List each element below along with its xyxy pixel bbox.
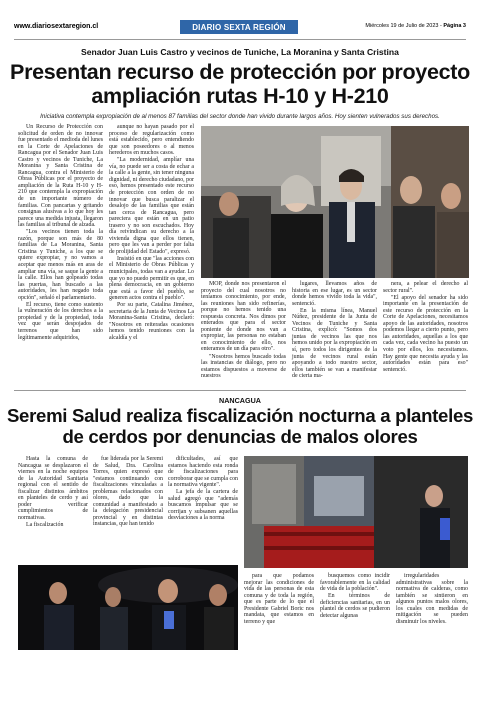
paragraph: La jefa de la cartera de salud agregó que "además buscamos impulsar que se corrijan y subsanen aquellas desviaciones a la norma bbox=[168, 489, 238, 522]
article1-photo bbox=[201, 126, 469, 278]
site-url[interactable]: www.diariosextaregion.cl bbox=[14, 23, 99, 30]
article1-subhead: Iniciativa contempla expropiación de al menos 87 familias del sector donde han vivido durante largos años. Hoy sienten vulnerados sus derechos. bbox=[40, 113, 440, 120]
date-and-page bbox=[365, 23, 466, 29]
paragraph: aunque no hayan pasado por el proceso de regularización como está establecido, pero entendiendo que son poseedores o al menos herederos en muchos casos. bbox=[109, 124, 194, 157]
paragraph: irregularidades administrativas sobre la normativa de calderas, como también se sintieron en algunos puntos malos olores, los cuales con medidas de mitigación se pueden disminuir los niveles. bbox=[396, 573, 468, 625]
paragraph: El recurso, tiene como sustento la vulneración de los derechos a la propiedad y de la propiedad, toda vez que serán despojados de terrenos que han sido legítimamente adquiridos, bbox=[18, 301, 103, 341]
article2-column-1 bbox=[18, 456, 88, 529]
article2-column-2 bbox=[93, 456, 163, 529]
paragraph: "Nosotros hemos buscado todas las instancias de diálogo, pero no estamos dispuestos a moverse de nuestros bbox=[201, 353, 286, 380]
article1-column-5 bbox=[383, 281, 468, 374]
page-number: Página 3 bbox=[443, 23, 466, 29]
paragraph: Por su parte, Catalina Jiménez, secretaria de la Junta de Vecinos La Moranina-Santa Cristina, declaró: "Nosotros en reiteradas ocasiones hemos tenido reuniones con la alcaldía y el bbox=[109, 302, 194, 341]
paragraph: fue liderada por la Seremi de Salud, Dra. Carolina Torres, quien expresó que "estamos continuando con fiscalizaciones vinculadas a problemas relacionados con olores, dado que la comunidad a manifestado a la delegación presidencial provincial y en distintas instancias, que han tenido bbox=[93, 456, 163, 528]
article2-column-6 bbox=[396, 573, 468, 626]
article2-column-5 bbox=[320, 573, 390, 620]
article2-column-3 bbox=[168, 456, 238, 522]
paragraph: busquemos como incidir favorablemente en la calidad de vida de la población". bbox=[320, 573, 390, 593]
article1-headline-line2: ampliación rutas H-10 y H-210 bbox=[91, 84, 389, 108]
header-divider bbox=[14, 39, 466, 40]
article2-photo-team bbox=[18, 565, 238, 650]
article1-kicker: Senador Juan Luis Castro y vecinos de Tuniche, La Moranina y Santa Cristina bbox=[81, 47, 399, 57]
article2-headline-line1: Seremi Salud realiza fiscalización nocturna a planteles bbox=[6, 405, 474, 426]
paragraph: Hasta la comuna de Nancagua se desplazaron el viernes en la noche equipos de la Autoridad Sanitaria regional con el sentido de fiscalizar distintos ámbitos en planteles de cerdo y así poder verificar cumplimientos de normativas. bbox=[18, 456, 88, 521]
newspaper-brand: DIARIO SEXTA REGIÓN bbox=[192, 22, 286, 32]
paragraph: nera, a pelear el derecho al sector rural". bbox=[383, 281, 468, 294]
paragraph: "La modernidad, amplíar una vía, no puede ser a costa de echar a la calle a la gente, sin tener ninguna dignidad, ni derecho ciudadano, por eso, hemos presentado este recurso de protección con orden de no innovar que busca paralizar el desalojo de las familias que están tan cerca de Rancagua, pero pareciera que están en un patio trasero y no son escuchados. Hoy día reivindican su derecho a la vivienda digna que ellos tienen, pero que les van a perder por falta de prolijidad del Estado", expresó. bbox=[109, 157, 194, 255]
paragraph: "El apoyo del senador ha sido importante en la presentación de este recurso de protección en la Corte de Apelaciones, necesitamos apoyo de las autoridades, nosotros podemos llegar a cierto punto, pero las autoridades, aquellas a los que cada vez, cada vecino ha puesto un voto por ellos, los necesitamos. Hay gente que necesita ayuda y las autoridades están para eso" sentenció. bbox=[383, 294, 468, 373]
article2-photo-facility bbox=[244, 456, 468, 568]
paragraph: Insistió en que "las acciones con el Ministerio de Obras Públicas y municipales, todas van a ayudar. Lo que yo no puedo permitir es que, en plena democracia, en un gobierno que está a favor del pueblo, se generen actos contra el pueblo". bbox=[109, 255, 194, 302]
brand-bar bbox=[180, 20, 298, 34]
paragraph: Un Recurso de Protección con solicitud de orden de no innovar fue presentado el medioda del lunes en la Corte de Apelaciones de Rancagua por el Senador Juan Luis Castro y vecinos de Tuniche, La Moranina y Santa Cristina de Rancagua, contra el Ministerio de Obras Públicas por el proyecto de ampliación de la Ruta H-10 y H-210 que contempla la expropiación de un importante número de familias. Con pancartas y gritando consignas alusivas a lo que hoy les parece una medida injusta, llegaron las familias al tribunal de alzada. bbox=[18, 124, 103, 229]
article2-headline bbox=[0, 405, 480, 447]
page-header bbox=[0, 0, 480, 42]
paragraph: MOP, donde nos presentaron el proyecto del cual nosotros no teníamos conocimiento, por ende, las reuniones han sido refinerías, porque no hemos tenido una respuesta concreta. Nos dimos por enterados que para el sector poniente de donde nos van a expropiar, las personas no estaban en conocimiento de ello, nos enteramos de un día para otro". bbox=[201, 281, 286, 353]
paragraph: dificultades, así que estamos haciendo esta ronda de fiscalizaciones para corroborar que se cumpla con la normativa vigente". bbox=[168, 456, 239, 489]
issue-date: Miércoles 19 de Julio de 2023 - bbox=[365, 23, 444, 29]
article2-headline-line2: de cerdos por denuncias de malos olores bbox=[62, 426, 418, 447]
paragraph: lugares, llevamos años de historia en ese lugar, es un sector donde hemos vivido toda la vida", sentenció. bbox=[292, 281, 377, 307]
article1-column-4 bbox=[292, 281, 377, 380]
article1-column-3 bbox=[201, 281, 286, 380]
article1-column-2 bbox=[109, 124, 194, 342]
paragraph: En términos de deficiencias sanitarias, en un plantel de cerdos se pudieron detectar algunas bbox=[320, 593, 390, 619]
article1-headline-line1: Presentan recurso de protección por proyecto bbox=[10, 60, 470, 84]
paragraph: En la misma línea, Manuel Núñez, presidente de la Junta de Vecinos de Tuniche y Santa Cristina, explicó: "Somos dos juntas de vecinos las que nos hemos unido por la expropiación en sí, pero todos los dirigentes de la junta de vecinos rural están apoyando a todo nuestro sector, ellos también se van a manifestar de cierta ma- bbox=[292, 307, 377, 380]
article2-column-4 bbox=[244, 573, 314, 626]
paragraph: La fiscalización bbox=[26, 521, 64, 528]
paragraph: "Los vecinos tienen toda la razón, porque son más de 80 familias de La Moranina, Santa Cristina y Tuniche, a los que se quiere expropiar, y no vamos a aceptar que menos más en aras de ampliar una vía, se saque la gente a la calle. Ellos han golpeado todas las puertas, han buscado a las autoridades, les han negado toda opción", señaló el parlamentario. bbox=[18, 229, 103, 301]
paragraph: para que podamos mejorar las condiciones de vida de las personas de esta comuna y de toda la región, que es parte de lo que el Presidente Gabriel Boric nos mandata, que estamos en terreno y que bbox=[244, 573, 314, 625]
article1-headline bbox=[0, 60, 480, 108]
article2-kicker: NANCAGUA bbox=[219, 396, 261, 405]
article1-column-1 bbox=[18, 124, 103, 342]
article-divider bbox=[14, 390, 466, 391]
